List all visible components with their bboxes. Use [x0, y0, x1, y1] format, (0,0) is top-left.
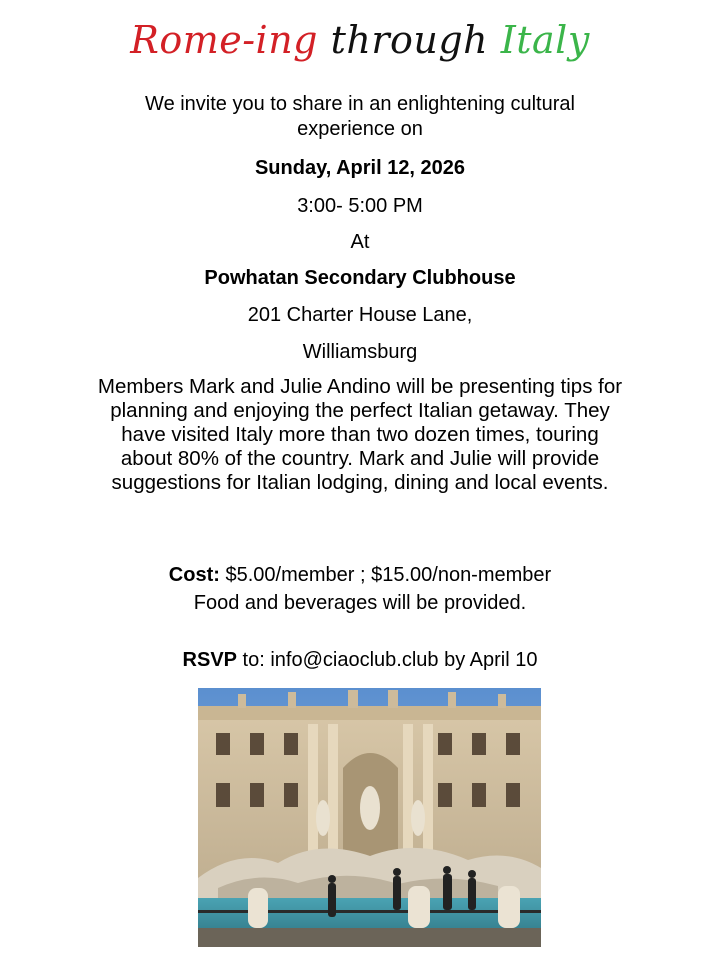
- event-description: [0, 375, 720, 495]
- food-note: Food and beverages will be provided.: [193, 592, 527, 614]
- invitation-line-2: experience on: [297, 118, 423, 140]
- venue-street: 201 Charter House Lane,: [247, 304, 473, 326]
- at-label: At: [350, 231, 370, 253]
- description-line: suggestions for Italian lodging, dining and local events.: [111, 471, 609, 494]
- description-line: about 80% of the country. Mark and Julie will provide: [120, 447, 600, 470]
- rsvp-label: RSVP: [182, 649, 237, 671]
- invitation-line-1: We invite you to share in an enlightening cultural: [145, 93, 575, 115]
- title-italy: Italy: [500, 18, 590, 62]
- event-time: 3:00- 5:00 PM: [297, 195, 423, 217]
- rsvp-line: [0, 647, 720, 673]
- cost-value: $5.00/member ; $15.00/non-member: [219, 564, 552, 586]
- description-line: planning and enjoying the perfect Italian getaway. They: [110, 399, 610, 422]
- rsvp-value: to: info@ciaoclub.club by April 10: [237, 649, 538, 671]
- trevi-fountain-photo: [198, 688, 541, 947]
- title-through: through: [318, 18, 501, 62]
- flyer-title: [0, 8, 720, 72]
- description-line: have visited Italy more than two dozen times, touring: [121, 423, 599, 446]
- cost-label: Cost:: [168, 564, 220, 586]
- description-line: Members Mark and Julie Andino will be presenting tips for: [97, 375, 623, 398]
- event-date: Sunday, April 12, 2026: [254, 157, 466, 179]
- invitation-text: [0, 92, 720, 142]
- title-rome-ing: Rome-ing: [130, 18, 319, 62]
- cost-line: [0, 562, 720, 588]
- venue-city: Williamsburg: [302, 341, 418, 363]
- event-venue: Powhatan Secondary Clubhouse: [204, 267, 516, 289]
